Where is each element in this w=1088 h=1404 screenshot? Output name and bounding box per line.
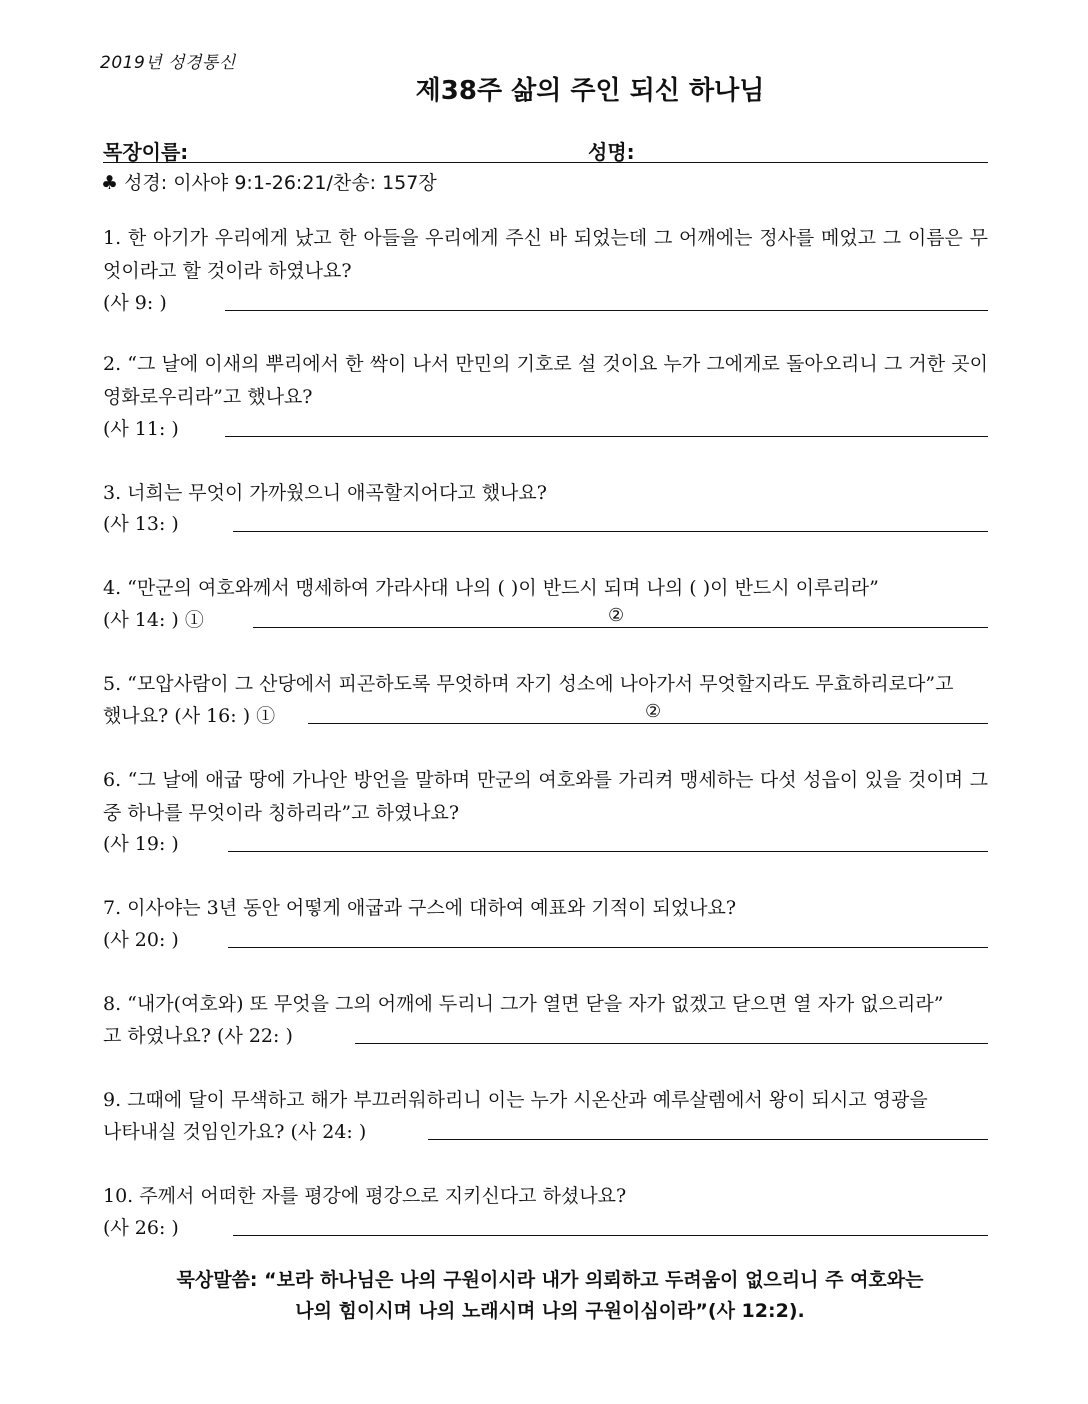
answer-row-4 (103, 605, 988, 629)
answer-ref-3: (사 13: ) (103, 513, 179, 535)
page-title: 제38주 삶의 주인 되신 하나님 (415, 76, 765, 106)
answer-line-9[interactable] (428, 1139, 988, 1140)
scripture-reference: ♣ 성경: 이사야 9:1-26:21/찬송: 157장 (101, 172, 437, 194)
answer-row-2 (103, 414, 988, 438)
question-7: 7. 이사야는 3년 동안 어떻게 애굽과 구스에 대하여 예표와 기적이 되었나요? (103, 897, 737, 919)
question-2: 2. “그 날에 이새의 뿌리에서 한 싹이 나서 만민의 기호로 설 것이요 누가 그에게로 돌아오리니 그 거한 곳이 영화로우리라”고 했나요? (103, 353, 988, 408)
answer-line-8[interactable] (355, 1043, 988, 1044)
answer-line-4[interactable] (253, 627, 988, 628)
answer-ref-7: (사 20: ) (103, 929, 179, 951)
answer-line-5[interactable] (308, 723, 988, 724)
answer-ref-2: (사 11: ) (103, 418, 179, 440)
answer-row-9 (103, 1117, 988, 1141)
answer-row-10 (103, 1213, 988, 1237)
answer-ref-1: (사 9: ) (103, 292, 167, 314)
answer-row-7 (103, 925, 988, 949)
memory-verse-line-2: 나의 힘이시며 나의 노래시며 나의 구원이심이라”(사 12:2). (295, 1300, 805, 1322)
answer-row-1 (103, 288, 988, 312)
memory-verse-line-1: 묵상말씀: “보라 하나님은 나의 구원이시라 내가 의뢰하고 두려움이 없으리니 주 여호와는 (176, 1269, 924, 1291)
person-name-label: 성명: (588, 140, 635, 164)
answer-mark-5-2: ② (645, 701, 662, 722)
question-6: 6. “그 날에 애굽 땅에 가나안 방언을 말하며 만군의 여호와를 가리켜 맹세하는 다섯 성읍이 있을 것이며 그 중 하나를 무엇이라 칭하리라”고 하였나요? (103, 769, 988, 824)
question-5: 5. “모압사람이 그 산당에서 피곤하도록 무엇하며 자기 성소에 나아가서 무엇할지라도 무효하리로다”고 (103, 673, 954, 695)
answer-mark-4-2: ② (608, 605, 625, 626)
answer-row-8 (103, 1021, 988, 1045)
answer-row-3 (103, 509, 988, 533)
answer-ref-9: 나타내실 것임인가요? (사 24: ) (103, 1121, 367, 1143)
question-4: 4. “만군의 여호와께서 맹세하여 가라사대 나의 ( )이 반드시 되며 나의 ( )이 반드시 이루리라” (103, 577, 879, 599)
answer-ref-6: (사 19: ) (103, 833, 179, 855)
name-fields-row (103, 136, 988, 163)
answer-line-1[interactable] (225, 310, 988, 311)
answer-row-5 (103, 701, 988, 725)
question-10: 10. 주께서 어떠한 자를 평강에 평강으로 지키신다고 하셨나요? (103, 1185, 627, 1207)
answer-ref-10: (사 26: ) (103, 1217, 179, 1239)
answer-ref-4: (사 14: ) ① (103, 609, 204, 631)
answer-line-2[interactable] (225, 436, 988, 437)
header-note: 2019년 성경통신 (100, 53, 236, 73)
question-3: 3. 너희는 무엇이 가까웠으니 애곡할지어다고 했나요? (103, 482, 547, 504)
answer-line-3[interactable] (233, 531, 988, 532)
answer-line-10[interactable] (233, 1235, 988, 1236)
question-1: 1. 한 아기가 우리에게 났고 한 아들을 우리에게 주신 바 되었는데 그 어깨에는 정사를 메었고 그 이름은 무엇이라고 할 것이라 하였나요? (103, 227, 988, 282)
question-8: 8. “내가(여호와) 또 무엇을 그의 어깨에 두리니 그가 열면 닫을 자가 없겠고 닫으면 열 자가 없으리라” (103, 993, 944, 1015)
answer-line-7[interactable] (228, 947, 988, 948)
memory-verse (100, 1265, 1000, 1327)
answer-row-6 (103, 829, 988, 853)
answer-ref-5: 했나요? (사 16: ) ① (103, 705, 276, 727)
group-name-label: 목장이름: (103, 140, 189, 164)
answer-ref-8: 고 하였나요? (사 22: ) (103, 1025, 293, 1047)
question-9: 9. 그때에 달이 무색하고 해가 부끄러워하리니 이는 누가 시온산과 예루살렘에서 왕이 되시고 영광을 (103, 1089, 928, 1111)
answer-line-6[interactable] (228, 851, 988, 852)
